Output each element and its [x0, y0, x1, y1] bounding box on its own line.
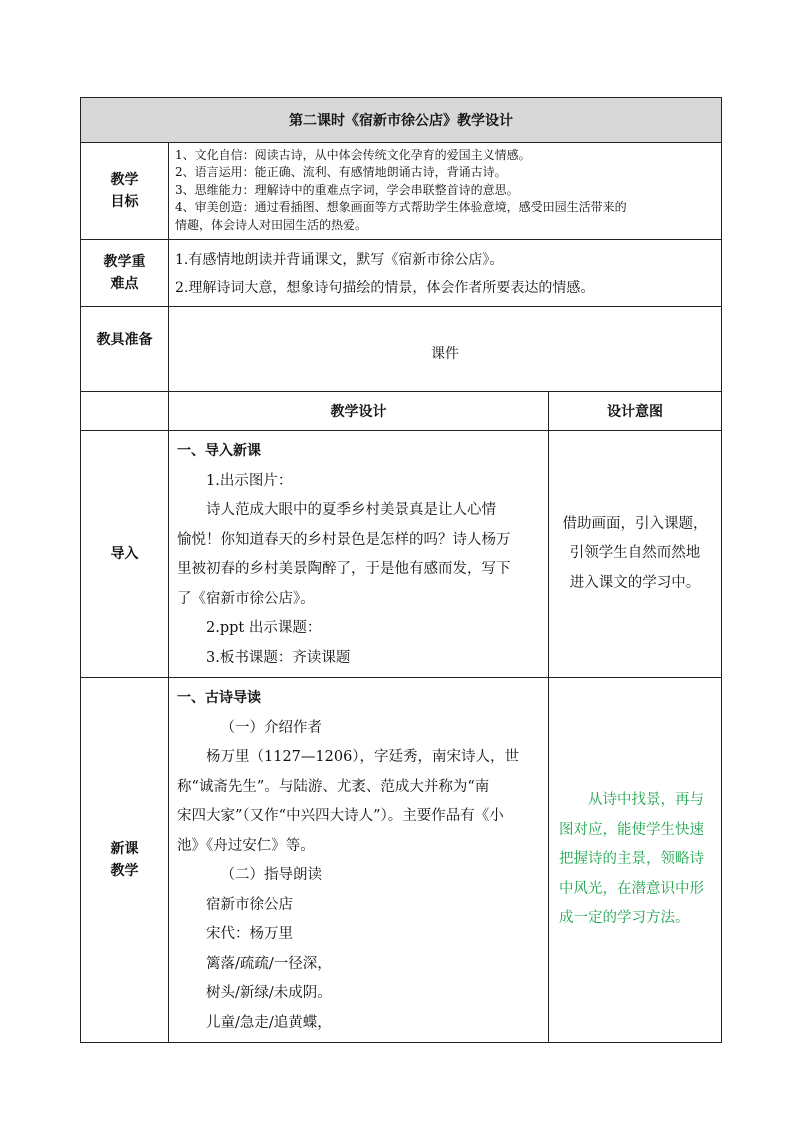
new-lesson-line: （一）介绍作者: [220, 719, 322, 736]
new-lesson-intent-line: 把握诗的主景，领略诗: [559, 851, 704, 868]
header-row: [81, 392, 722, 431]
tools-value: 课件: [169, 307, 722, 392]
intro-line: 里被初春的乡村美景陶醉了，于是他有感而发，写下: [177, 561, 511, 577]
key-points-label-line2: 难点: [110, 276, 139, 292]
intro-line: 1.出示图片：: [206, 472, 293, 489]
lesson-plan-document: [80, 97, 721, 1043]
intro-intent-line: 引领学生自然而然地: [569, 545, 701, 562]
key-points-label: [81, 240, 169, 307]
goals-label: [81, 143, 169, 240]
goals-label-line1: 教学: [110, 172, 139, 188]
goals-label-line2: 目标: [110, 194, 139, 210]
new-lesson-intent-line: 从诗中找景，再与: [588, 792, 704, 809]
intro-intent-line: 进入课文的学习中。: [569, 574, 701, 591]
intro-line: 3.板书课题：齐读课题: [206, 649, 351, 666]
design-header: 教学设计: [169, 392, 549, 431]
key-point-item: 2.理解诗词大意，想象诗句描绘的情景，体会作者所要表达的情感。: [175, 280, 595, 296]
key-points-content: [169, 240, 722, 307]
goal-item: 4、审美创造：通过看插图、想象画面等方式帮助学生体验意境，感受田园生活带来的: [175, 200, 627, 215]
goal-item: 2、语言运用：能正确、流利、有感情地朗诵古诗，背诵古诗。: [175, 165, 507, 180]
new-lesson-intent-line: 中风光，在潜意识中形: [559, 880, 704, 897]
intro-line: 了《宿新市徐公店》。: [177, 590, 315, 607]
document-title: 第二课时《宿新市徐公店》教学设计: [81, 98, 722, 143]
new-lesson-label: [81, 678, 169, 1043]
poem-title: 宿新市徐公店: [206, 896, 293, 913]
intro-section-heading: 一、导入新课: [177, 443, 261, 459]
goal-item: 1、文化自信：阅读古诗，从中体会传统文化孕育的爱国主义情感。: [175, 147, 531, 162]
intro-row: [81, 431, 722, 678]
new-lesson-intent-line: 成一定的学习方法。: [559, 910, 690, 927]
new-lesson-line: 池》《舟过安仁》等。: [177, 837, 315, 854]
intro-intent-line: 借助画面，引入课题，: [562, 515, 708, 532]
new-lesson-line: 杨万里（1127—1206），字廷秀，南宋诗人，世: [206, 749, 520, 765]
goal-item: 3、思维能力：理解诗中的重难点字词，学会串联整首诗的意思。: [175, 182, 519, 197]
intro-label: 导入: [81, 431, 169, 678]
new-lesson-section-heading: 一、古诗导读: [177, 690, 261, 706]
goals-content: [169, 143, 722, 240]
new-lesson-row: [81, 678, 722, 1043]
tools-label: 教具准备: [81, 307, 169, 392]
title-row: [81, 98, 722, 143]
header-empty-cell: [81, 392, 169, 431]
intro-content: [169, 431, 549, 678]
tools-row: [81, 307, 722, 392]
goals-row: [81, 143, 722, 240]
intro-line: 诗人范成大眼中的夏季乡村美景真是让人心情: [206, 502, 496, 518]
new-lesson-intent: [549, 678, 722, 1043]
new-lesson-label-line2: 教学: [110, 863, 139, 879]
intent-header: 设计意图: [549, 392, 722, 431]
poem-line: 树头/新绿/未成阴。: [206, 985, 332, 1001]
new-lesson-line: 称“诚斋先生”。与陆游、尤袤、范成大并称为“南: [177, 778, 490, 795]
poem-author: 宋代：杨万里: [206, 926, 293, 942]
new-lesson-intent-line: 图对应，能使学生快速: [559, 821, 704, 838]
new-lesson-line: 宋四大家”（又作“中兴四大诗人”）。主要作品有《小: [177, 808, 504, 824]
key-points-label-line1: 教学重: [103, 254, 146, 270]
new-lesson-content: [169, 678, 549, 1043]
intro-line: 2.ppt 出示课题：: [206, 620, 322, 636]
intro-line: 愉悦！你知道春天的乡村景色是怎样的吗？诗人杨万: [177, 531, 511, 548]
poem-line: 儿童/急走/追黄蝶，: [206, 1014, 332, 1031]
new-lesson-line: （二）指导朗读: [220, 867, 322, 883]
key-points-row: [81, 240, 722, 307]
key-point-item: 1.有感情地朗读并背诵课文，默写《宿新市徐公店》。: [175, 252, 504, 268]
new-lesson-label-line1: 新课: [110, 841, 139, 857]
intro-intent: [549, 431, 722, 678]
goal-item: 情趣，体会诗人对田园生活的热爱。: [175, 217, 368, 232]
lesson-plan-table: [80, 97, 722, 1043]
poem-line: 篱落/疏疏/一径深，: [206, 955, 332, 972]
